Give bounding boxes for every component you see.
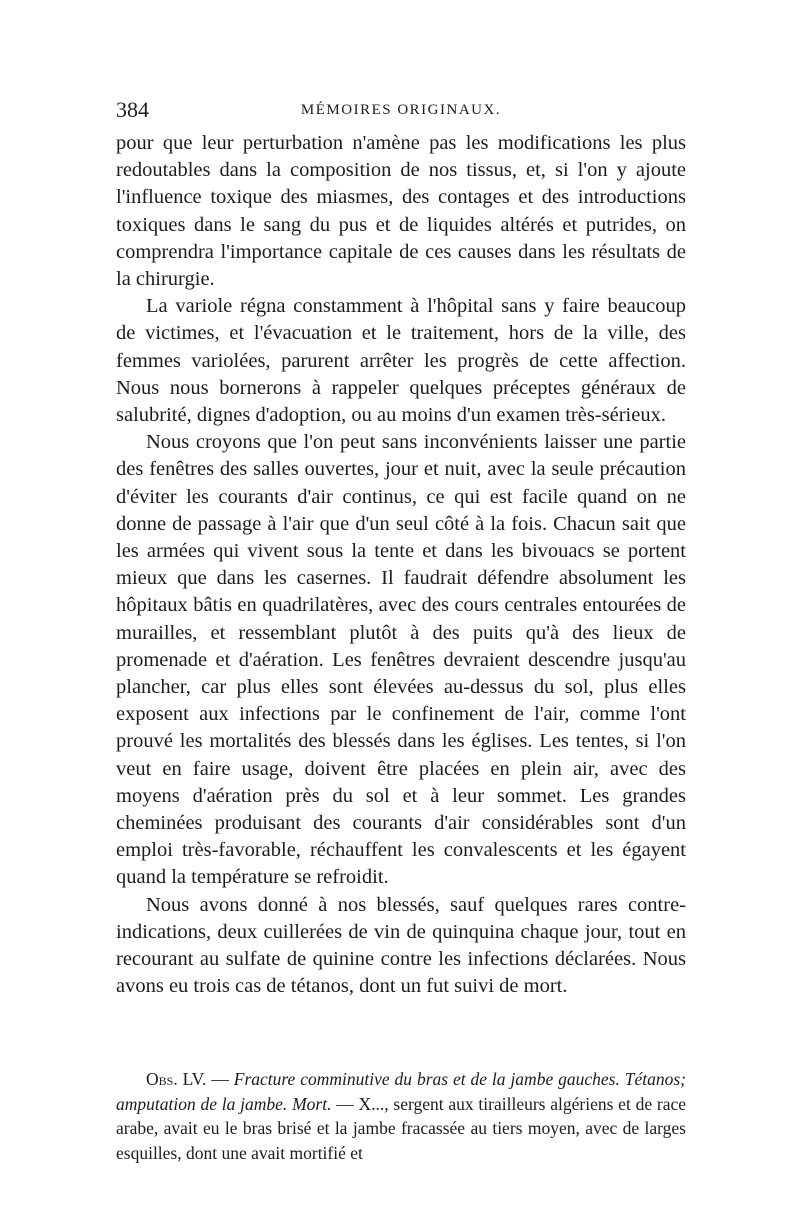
- observation-label: Obs. LV.: [146, 1069, 207, 1089]
- observation-text: — X..., sergent aux tirailleurs algériens et de race arabe, avait eu le bras brisé et la jambe fracassée au tiers moyen, avec de larges esquilles, dont une avait mortifié et: [116, 1093, 687, 1163]
- paragraph-4: Nous avons donné à nos blessés, sauf quelques rares contre-indications, deux cuillerées de vin de quinquina chaque jour, tout en recourant au sulfate de quinine contre les infections déclarées. Nous avons eu trois cas de tétanos, dont un fut suivi de mort.: [116, 893, 686, 998]
- body-text: [116, 130, 686, 1001]
- observation-dash: —: [206, 1069, 234, 1089]
- page-number: 384: [116, 97, 149, 122]
- paragraph-2: La variole régna constamment à l'hôpital sans y faire beaucoup de victimes, et l'évacuation et le traitement, hors de la ville, des femmes variolées, parurent arrêter les progrès de cette affection. Nous nous bornerons à rappeler quelques préceptes généraux de salubrité, dignes d'adoption, ou au moins d'un examen très-sérieux.: [116, 295, 686, 427]
- observation-note: [116, 1067, 686, 1165]
- running-title: MÉMOIRES ORIGINAUX.: [300, 102, 502, 118]
- running-head: [116, 97, 686, 127]
- paragraph-3: Nous croyons que l'on peut sans inconvénients laisser une partie des fenêtres des salles ouvertes, jour et nuit, avec la seule précaution d'éviter les courants d'air continus, ce qui est facile quand on ne donne de passage à l'air que d'un seul côté à la fois. Chacun sait que les armées qui vivent sous la tente et dans les bivouacs se portent mieux que dans les casernes. Il faudrait défendre absolument les hôpitaux bâtis en quadrilatères, avec des cours centrales entourées de murailles, et ressemblant plutôt à des puits qu'à des lieux de promenade et d'aération. Les fenêtres devraient descendre jusqu'au plancher, car plus elles sont élevées au-dessus du sol, plus elles exposent aux infections par le confinement de l'air, comme l'ont prouvé les mortalités des blessés dans les églises. Les tentes, si l'on veut en faire usage, doivent être placées en plein air, avec des moyens d'aération près du sol et à leur sommet. Les grandes cheminées produisant des courants d'air considérables sont d'un emploi très-favorable, réchauffent les convalescents et les égayent quand la température se refroidit.: [116, 431, 686, 889]
- paragraph-1: pour que leur perturbation n'amène pas les modifications les plus redoutables dans la composition de nos tissus, et, si l'on y ajoute l'influence toxique des miasmes, des contages et des introductions toxiques dans le sang du pus et de liquides altérés et putrides, on comprendra l'importance capitale de ces causes dans les résultats de la chirurgie.: [116, 132, 686, 291]
- observation-title: Fracture comminutive du bras et de la jambe gauches. Tétanos; amputation de la jambe. Mort.: [116, 1069, 686, 1114]
